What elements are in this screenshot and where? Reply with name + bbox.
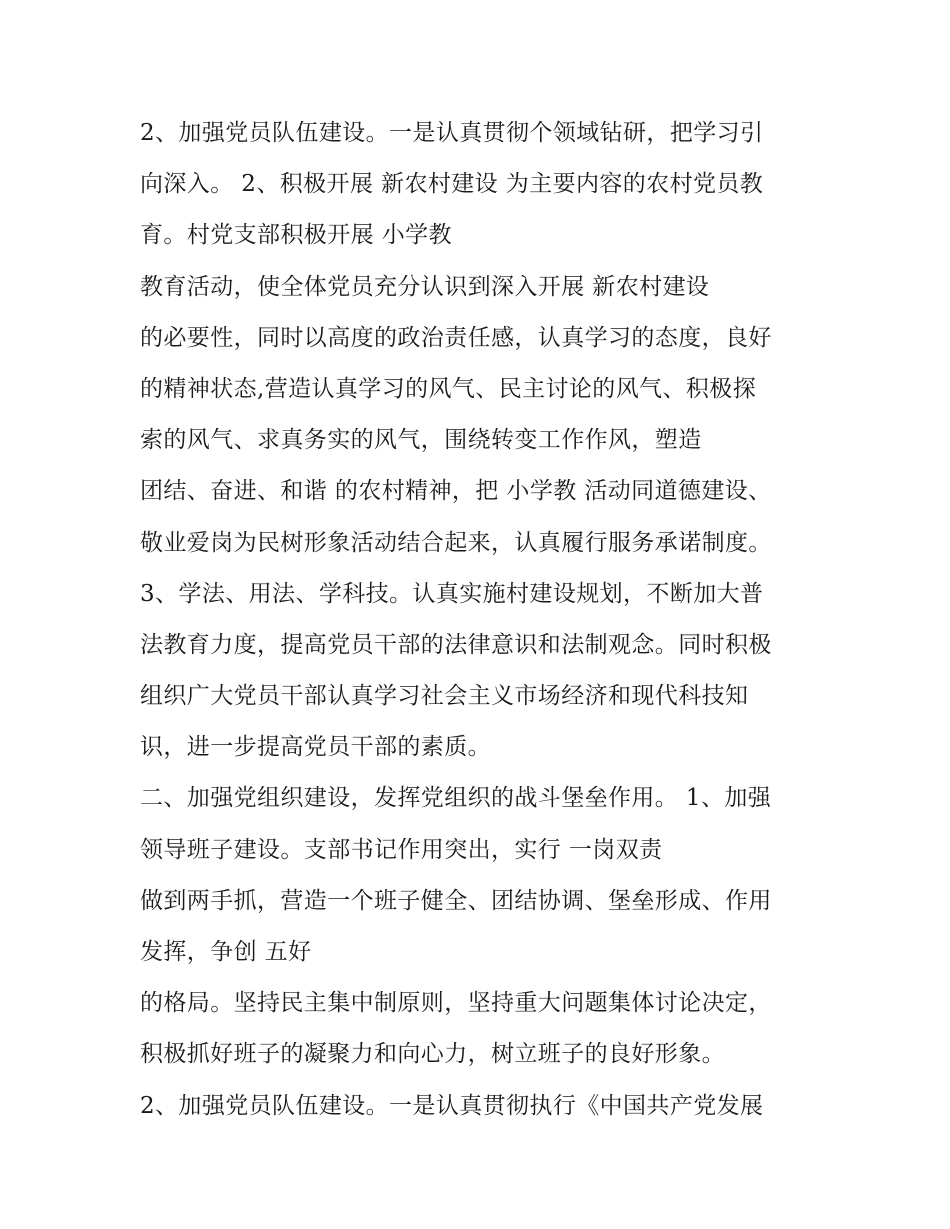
text-line: 敬业爱岗为民树形象活动结合起来，认真履行服务承诺制度。	[140, 529, 772, 556]
text-line: 2、加强党员队伍建设。一是认真贯彻执行《中国共产党发展	[140, 1092, 764, 1119]
text-line: 的格局。坚持民主集中制原则，坚持重大问题集体讨论决定，	[140, 990, 772, 1017]
text-line: 向深入。 2、积极开展 新农村建设 为主要内容的农村党员教	[140, 171, 764, 198]
text-line: 识，进一步提高党员干部的素质。	[140, 734, 491, 761]
text-line: 的必要性，同时以高度的政治责任感，认真学习的态度，良好	[140, 324, 772, 351]
text-line: 积极抓好班子的凝聚力和向心力，树立班子的良好形象。	[140, 1041, 725, 1068]
text-line: 教育活动，使全体党员充分认识到深入开展 新农村建设	[140, 273, 710, 300]
text-line: 2、加强党员队伍建设。一是认真贯彻个领域钻研，把学习引	[140, 120, 764, 146]
text-line: 索的风气、求真务实的风气，围绕转变工作作风，塑造	[140, 427, 702, 454]
text-line: 的精神状态,营造认真学习的风气、民主讨论的风气、积极探	[140, 375, 757, 402]
text-line: 领导班子建设。支部书记作用突出，实行 一岗双责	[140, 836, 663, 863]
text-line: 做到两手抓，营造一个班子健全、团结协调、堡垒形成、作用	[140, 887, 772, 914]
text-line: 发挥，争创 五好	[140, 939, 312, 965]
text-line: 组织广大党员干部认真学习社会主义市场经济和现代科技知	[140, 683, 749, 710]
text-line: 二、加强党组织建设，发挥党组织的战斗堡垒作用。 1、加强	[140, 785, 772, 812]
text-line: 法教育力度，提高党员干部的法律意识和法制观念。同时积极	[140, 631, 772, 658]
document-body	[140, 108, 840, 1132]
text-line: 3、学法、用法、学科技。认真实施村建设规划，不断加大普	[140, 580, 764, 607]
text-line: 团结、奋进、和谐 的农村精神，把 小学教 活动同道德建设、	[140, 478, 772, 505]
text-line: 育。村党支部积极开展 小学教	[140, 222, 452, 249]
